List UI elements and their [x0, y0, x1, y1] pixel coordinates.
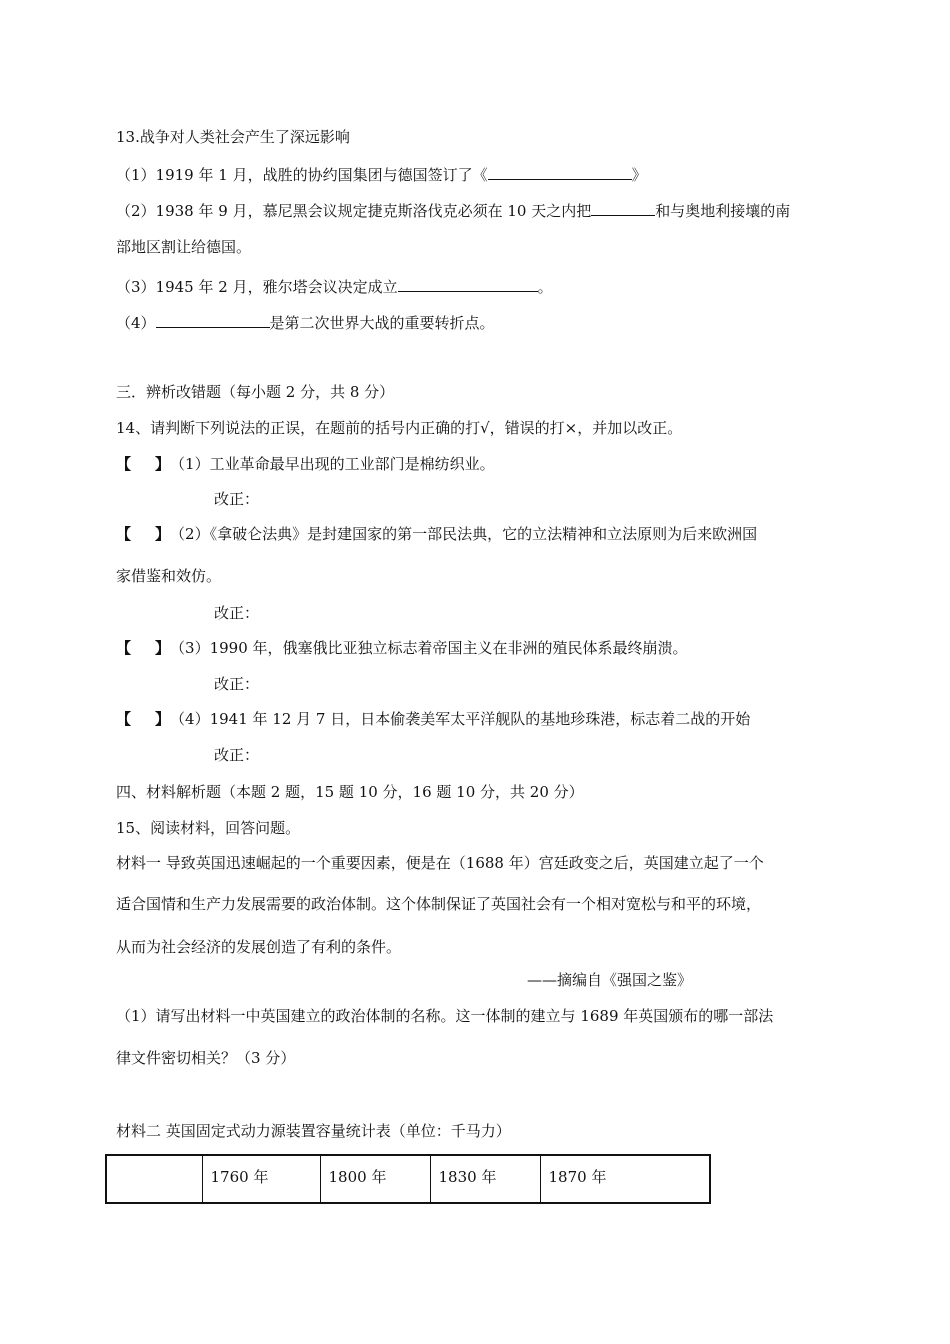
q13-part2-text: （2）1938 年 9 月，慕尼黑会议规定捷克斯洛伐克必须在 10 天之内把: [116, 202, 592, 220]
q13-part2: [116, 200, 846, 221]
table-cell: 1870 年: [540, 1155, 710, 1203]
q14-item-1-fix: 改正：: [214, 490, 260, 508]
table-cell: 1800 年: [320, 1155, 430, 1203]
q15-1-line2: 律文件密切相关？（3 分）: [116, 1049, 296, 1067]
q14-item-3: [116, 638, 846, 658]
q14-item-1: [116, 454, 846, 474]
table-cell: [106, 1155, 202, 1203]
bracket-open: 【: [116, 639, 132, 657]
q14-item-3-fix: 改正：: [214, 675, 260, 693]
q14-item-4-text: （4）1941 年 12 月 7 日，日本偷袭美军太平洋舰队的基地珍珠港，标志着二战的开始: [170, 710, 751, 728]
q14-item-2: [116, 524, 846, 544]
q13-part1-end: 》: [631, 166, 647, 184]
material1-source: ——摘编自《强国之鉴》: [526, 971, 692, 989]
q15-title: 15、阅读材料，回答问题。: [116, 819, 301, 837]
answer-blank[interactable]: [398, 276, 538, 292]
q15-1-line1: （1）请写出材料一中英国建立的政治体制的名称。这一体制的建立与 1689 年英国颁布的哪一部法: [116, 1007, 774, 1025]
q13-part4-text: （4）: [116, 314, 156, 332]
material1-line1: 材料一 导致英国迅速崛起的一个重要因素，便是在（1688 年）宫廷政变之后，英国建立起了一个: [116, 854, 764, 872]
table-cell: 1830 年: [430, 1155, 540, 1203]
q13-part3-end: 。: [537, 278, 553, 296]
answer-blank[interactable]: [591, 200, 655, 216]
table-header-row: [106, 1155, 710, 1203]
material2-title: 材料二 英国固定式动力源装置容量统计表（单位：千马力）: [116, 1122, 511, 1140]
q14-item-4: [116, 709, 846, 729]
q14-item-2-fix: 改正：: [214, 604, 260, 622]
q14-item-2-cont: 家借鉴和效仿。: [116, 567, 222, 585]
q13-part1: [116, 164, 846, 185]
q13-part1-text: （1）1919 年 1 月，战胜的协约国集团与德国签订了《: [116, 166, 488, 184]
bracket-close: 】: [155, 710, 171, 728]
q13-part2-end: 和与奥地利接壤的南: [655, 202, 791, 220]
bracket-close: 】: [155, 455, 171, 473]
q13-part3: [116, 276, 846, 297]
answer-blank[interactable]: [488, 164, 632, 180]
q14-item-3-text: （3）1990 年，俄塞俄比亚独立标志着帝国主义在非洲的殖民体系最终崩溃。: [170, 639, 688, 657]
section4-heading: 四、材料解析题（本题 2 题，15 题 10 分，16 题 10 分，共 20 分）: [116, 783, 584, 801]
q14-title: 14、请判断下列说法的正误，在题前的括号内正确的打√，错误的打×，并加以改正。: [116, 419, 683, 437]
q13-part3-text: （3）1945 年 2 月，雅尔塔会议决定成立: [116, 278, 398, 296]
bracket-open: 【: [116, 710, 132, 728]
bracket-close: 】: [155, 639, 171, 657]
bracket-open: 【: [116, 455, 132, 473]
answer-blank[interactable]: [156, 312, 270, 328]
q13-part4: [116, 312, 846, 333]
table-cell: 1760 年: [202, 1155, 320, 1203]
bracket-close: 】: [155, 525, 171, 543]
q13-part4-end: 是第二次世界大战的重要转折点。: [269, 314, 495, 332]
q13-part2-cont: 部地区割让给德国。: [116, 238, 252, 256]
horsepower-table: [105, 1154, 711, 1204]
material1-line3: 从而为社会经济的发展创造了有利的条件。: [116, 938, 402, 956]
section3-heading: 三．辨析改错题（每小题 2 分，共 8 分）: [116, 383, 395, 401]
material1-line2: 适合国情和生产力发展需要的政治体制。这个体制保证了英国社会有一个相对宽松与和平的环境，: [116, 895, 762, 913]
q14-item-2-text: （2）《拿破仑法典》是封建国家的第一部民法典，它的立法精神和立法原则为后来欧洲国: [170, 525, 758, 543]
bracket-open: 【: [116, 525, 132, 543]
q14-item-1-text: （1）工业革命最早出现的工业部门是棉纺织业。: [170, 455, 495, 473]
q13-title: 13.战争对人类社会产生了深远影响: [116, 128, 350, 146]
q14-item-4-fix: 改正：: [214, 746, 260, 764]
